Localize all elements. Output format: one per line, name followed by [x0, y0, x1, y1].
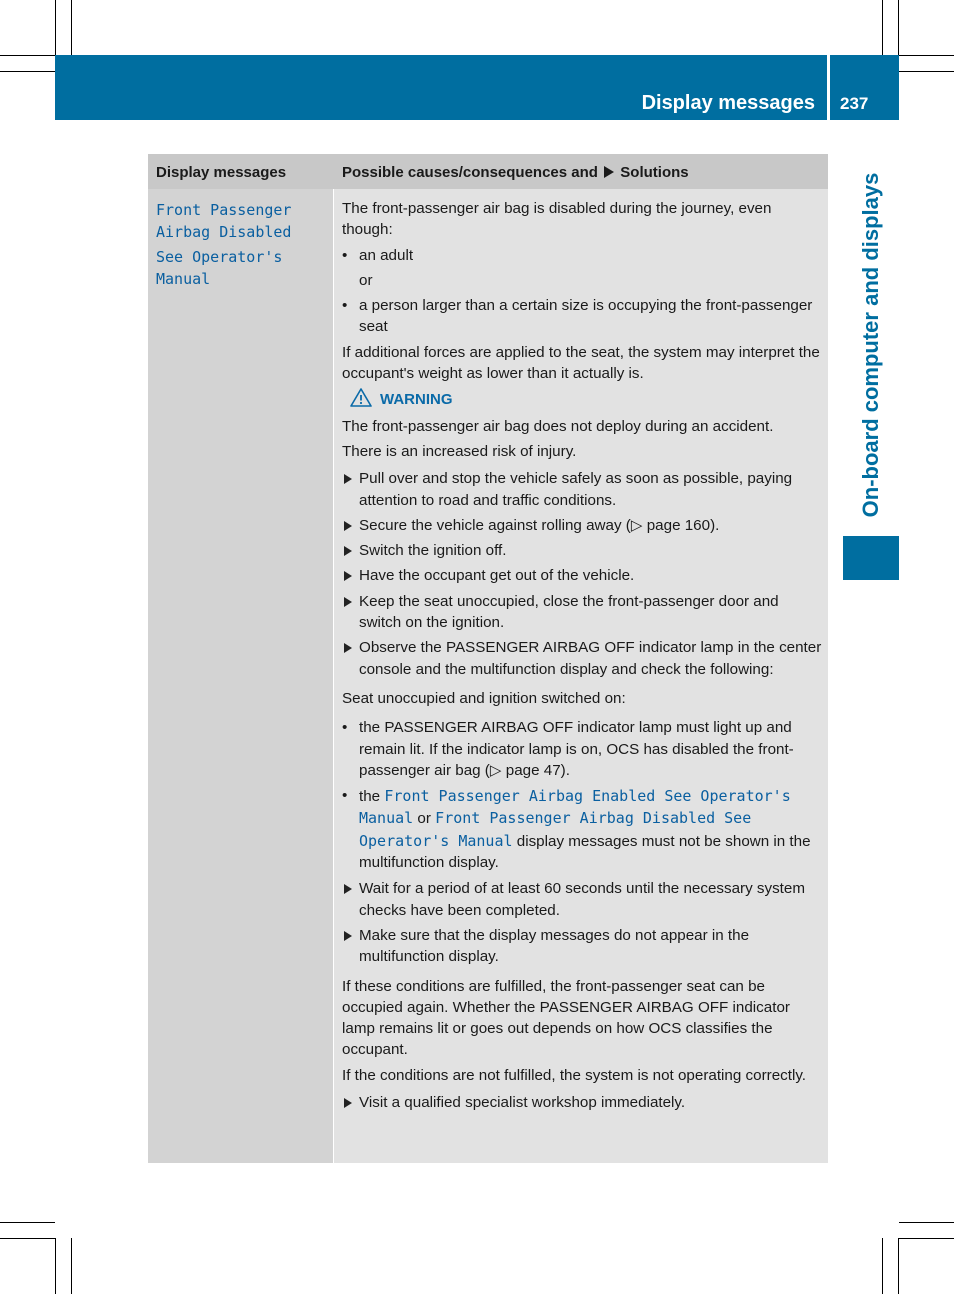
intro-text: The front-passenger air bag is disabled during the journey, even though:	[342, 200, 772, 239]
crop-mark	[71, 0, 72, 55]
crop-mark	[899, 55, 954, 56]
side-tab	[843, 536, 899, 580]
step-item	[342, 540, 822, 561]
warning-label: WARNING	[380, 391, 453, 409]
column-header-messages: Display messages	[156, 164, 287, 181]
step-item	[342, 878, 822, 921]
crop-mark	[0, 55, 55, 56]
bullet-item: • the PASSENGER AIRBAG OFF indicator lamp must light up and remain lit. If the indicator lamp is on, OCS has disabled the front-passenger air bag (▷ page 47).	[342, 719, 794, 779]
header-bar	[55, 55, 827, 120]
display-messages-table	[148, 154, 828, 1163]
crop-mark	[0, 71, 55, 72]
conditions-not-fulfilled-text: If the conditions are not fulfilled, the system is not operating correctly.	[342, 1066, 807, 1084]
step-item	[342, 565, 822, 586]
crop-mark	[71, 1238, 72, 1294]
display-message-code: Front Passenger Airbag Disabled See Operator's Manual	[359, 809, 752, 850]
bullet-text: a person larger than a certain size is occupying the front-passenger seat	[359, 297, 813, 336]
column-header-causes-text: Possible causes/consequences and	[342, 164, 598, 181]
message-line: Front Passenger	[156, 201, 292, 219]
message-line: See Operator's	[156, 248, 283, 266]
step-arrow-icon	[344, 643, 352, 653]
message-line: Airbag Disabled	[156, 223, 292, 241]
warning-heading	[350, 388, 822, 410]
step-item	[342, 515, 822, 536]
step-item	[342, 468, 822, 511]
header-title: Display messages	[641, 92, 815, 114]
crop-mark	[899, 1238, 954, 1239]
message-line: Manual	[156, 270, 211, 288]
step-arrow-icon	[344, 521, 352, 531]
message-cell	[148, 189, 333, 1163]
step-arrow-icon	[344, 571, 352, 581]
step-text: Wait for a period of at least 60 seconds until the necessary system checks have been completed.	[359, 880, 805, 919]
crop-mark	[882, 0, 883, 55]
crop-mark	[55, 0, 56, 55]
step-arrow-icon	[344, 597, 352, 607]
step-text: Switch the ignition off.	[359, 542, 507, 560]
bullet-text-suffix: display messages must not be shown in the multifunction display.	[359, 832, 811, 872]
crop-mark	[0, 1238, 55, 1239]
bullet-text-prefix: the	[359, 788, 381, 806]
step-text: Make sure that the display messages do not appear in the multifunction display.	[359, 926, 750, 966]
warning-text: The front-passenger air bag does not deploy during an accident.	[342, 417, 774, 435]
solutions-arrow-icon	[604, 166, 614, 178]
step-text: Keep the seat unoccupied, close the front-passenger door and switch on the ignition.	[359, 592, 779, 632]
step-arrow-icon	[344, 1098, 352, 1108]
page-number-box	[830, 55, 899, 120]
crop-mark	[55, 1238, 56, 1294]
causes-cell	[334, 189, 828, 1163]
step-arrow-icon	[344, 546, 352, 556]
crop-mark	[898, 0, 899, 55]
warning-text: There is an increased risk of injury.	[342, 442, 577, 460]
crop-mark	[899, 71, 954, 72]
step-text: Observe the PASSENGER AIRBAG OFF indicator lamp in the center console and the multifunction display and check the following:	[359, 639, 822, 678]
crop-mark	[899, 1222, 954, 1223]
bullet-text-or: or	[417, 810, 431, 828]
or-text: or	[359, 271, 373, 289]
seat-unoccupied-text: Seat unoccupied and ignition switched on:	[342, 689, 626, 707]
crop-mark	[882, 1238, 883, 1294]
step-arrow-icon	[344, 931, 352, 941]
side-section-title: On-board computer and displays	[858, 172, 883, 518]
crop-mark	[898, 1238, 899, 1294]
step-item	[342, 1092, 822, 1113]
table-header-row	[148, 154, 828, 189]
display-message-code: Front Passenger Airbag Enabled See Operator's Manual	[359, 787, 791, 828]
step-text: Visit a qualified specialist workshop immediately.	[359, 1093, 686, 1111]
bullet-item: • the Front Passenger Airbag Enabled See Operator's Manual or Front Passenger Airbag Disabled See Operator's Manual display messages must not be shown in the multifunction display.	[342, 787, 811, 872]
step-item	[342, 925, 822, 968]
crop-mark	[0, 1222, 55, 1223]
step-arrow-icon	[344, 884, 352, 894]
step-text: Have the occupant get out of the vehicle.	[359, 567, 635, 585]
step-text: Secure the vehicle against rolling away (▷ page 160).	[359, 516, 720, 534]
column-header-causes	[342, 164, 689, 181]
page-number: 237	[840, 94, 869, 113]
additional-forces-text: If additional forces are applied to the seat, the system may interpret the occupant's weight as lower than it actually is.	[342, 343, 820, 383]
warning-triangle-icon	[350, 388, 372, 407]
step-text: Pull over and stop the vehicle safely as soon as possible, paying attention to road and traffic conditions.	[359, 470, 793, 509]
column-header-solutions-text: Solutions	[620, 164, 689, 181]
bullet-text: the PASSENGER AIRBAG OFF indicator lamp must light up and remain lit. If the indicator lamp is on, OCS has disabled the front-passenger air bag (▷ page 47).	[359, 719, 794, 779]
step-item	[342, 637, 822, 680]
bullet-text: an adult	[359, 246, 414, 264]
bullet-item: • a person larger than a certain size is occupying the front-passenger seat	[342, 297, 813, 336]
step-arrow-icon	[344, 474, 352, 484]
bullet-item: • an adult	[342, 246, 414, 264]
conditions-fulfilled-text: If these conditions are fulfilled, the front-passenger seat can be occupied again. Whether the PASSENGER AIRBAG OFF indicator lamp remains lit or goes out depends on how OCS classifies the occupant.	[342, 977, 790, 1059]
step-item	[342, 591, 822, 634]
